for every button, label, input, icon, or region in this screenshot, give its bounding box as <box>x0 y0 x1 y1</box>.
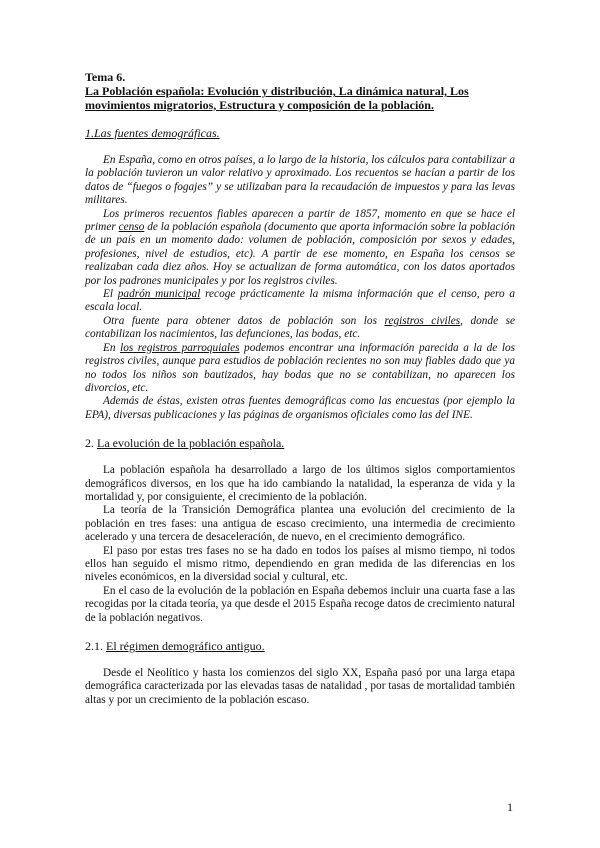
paragraph: En España, como en otros países, a lo largo de la historia, los cálculos para contabilizar a la población tuvieron un valor relativo y aproximado. Los recuentos se hacían a partir de los datos de “fuegos o fogajes” y se utilizaban para la recaudación de impuestos y para las levas militares. <box>85 154 515 207</box>
paragraph: En los registros parroquiales podemos encontrar una información parecida a la de los registros civiles, aunque para estudios de población recientes no son muy fiables dado que ya no todos los niños son bautizados, hay bodas que no se contabilizan, no aparecen los divorcios, etc. <box>85 341 516 394</box>
paragraph: El paso por estas tres fases no se ha dado en todos los países al mismo tiempo, ni todos ellos han seguido el mismo ritmo, dependiendo en gran medida de las diferencias en los niveles económicos, en la diversidad social y cultural, etc. <box>85 544 515 584</box>
paragraph: La teoría de la Transición Demográfica plantea una evolución del crecimiento de la población en tres fases: una antigua de escaso crecimiento, una intermedia de crecimiento acelerado y una tercera de desaceleración, de nuevo, en el crecimiento demográfico. <box>85 504 515 544</box>
paragraph: Desde el Neolítico y hasta los comienzos del siglo XX, España pasó por una larga etapa demográfica caracterizada por las elevadas tasas de natalidad , por tasas de mortalidad también altas y por un crecimiento de la población escaso. <box>85 667 515 706</box>
topic-number: Tema 6. <box>85 70 126 84</box>
paragraph: La población española ha desarrollado a largo de los últimos siglos comportamientos demográficos diversos, en los que ha ido cambiando la natalidad, la esperanza de vida y la mortalidad y, por consiguiente, el crecimiento de la población. <box>85 464 515 503</box>
page-number: 1 <box>507 800 513 814</box>
section-2-heading: 2. La evolución de la población española. <box>85 436 285 451</box>
section-2-1-heading: 2.1. El régimen demográfico antiguo. <box>85 639 265 653</box>
paragraph: Los primeros recuentos fiables aparecen a partir de 1857, momento en que se hace el primer censo de la población española (documento que aporta información sobre la población de un país en un momento dado: volumen de población, composición por sexos y edades, profesiones, nivel de estudios, etc). A partir de ese momento, en España los censos se realizaban cada diez años. Hoy se actualizan de forma automática, con los datos aportados por los padrones municipales y por los registros civiles. <box>85 207 515 287</box>
paragraph: El padrón municipal recoge prácticamente la misma información que el censo, pero a escala local. <box>85 288 516 314</box>
document-header <box>85 70 515 112</box>
document-title: La Población española: Evolución y distribución, La dinámica natural, Los movimientos migratorios, Estructura y composición de la población. <box>85 84 469 112</box>
paragraph: Otra fuente para obtener datos de población son los registros civiles, donde se contabilizan los nacimientos, las defunciones, las bodas, etc. <box>85 314 515 341</box>
section-1-body <box>85 154 515 422</box>
section-2-body <box>85 464 515 625</box>
term-padron: padrón municipal <box>117 288 201 301</box>
term-registros-parroquiales: los registros parroquiales <box>120 341 240 354</box>
paragraph: Además de éstas, existen otras fuentes demográficas como las encuestas (por ejemplo la EPA), diversas publicaciones y las páginas de organismos oficiales como las del INE. <box>85 395 515 421</box>
paragraph: En el caso de la evolución de la población en España debemos incluir una cuarta fase a las recogidas por la citada teoría, ya que desde el 2015 España recoge datos de crecimiento natural de la población negativos. <box>85 584 515 624</box>
term-registros-civiles: registros civiles <box>384 314 461 327</box>
page-content <box>85 70 515 707</box>
section-1-heading: 1.Las fuentes demográficas. <box>85 126 220 140</box>
section-2-1-body <box>85 667 515 707</box>
term-censo: censo <box>118 221 145 234</box>
